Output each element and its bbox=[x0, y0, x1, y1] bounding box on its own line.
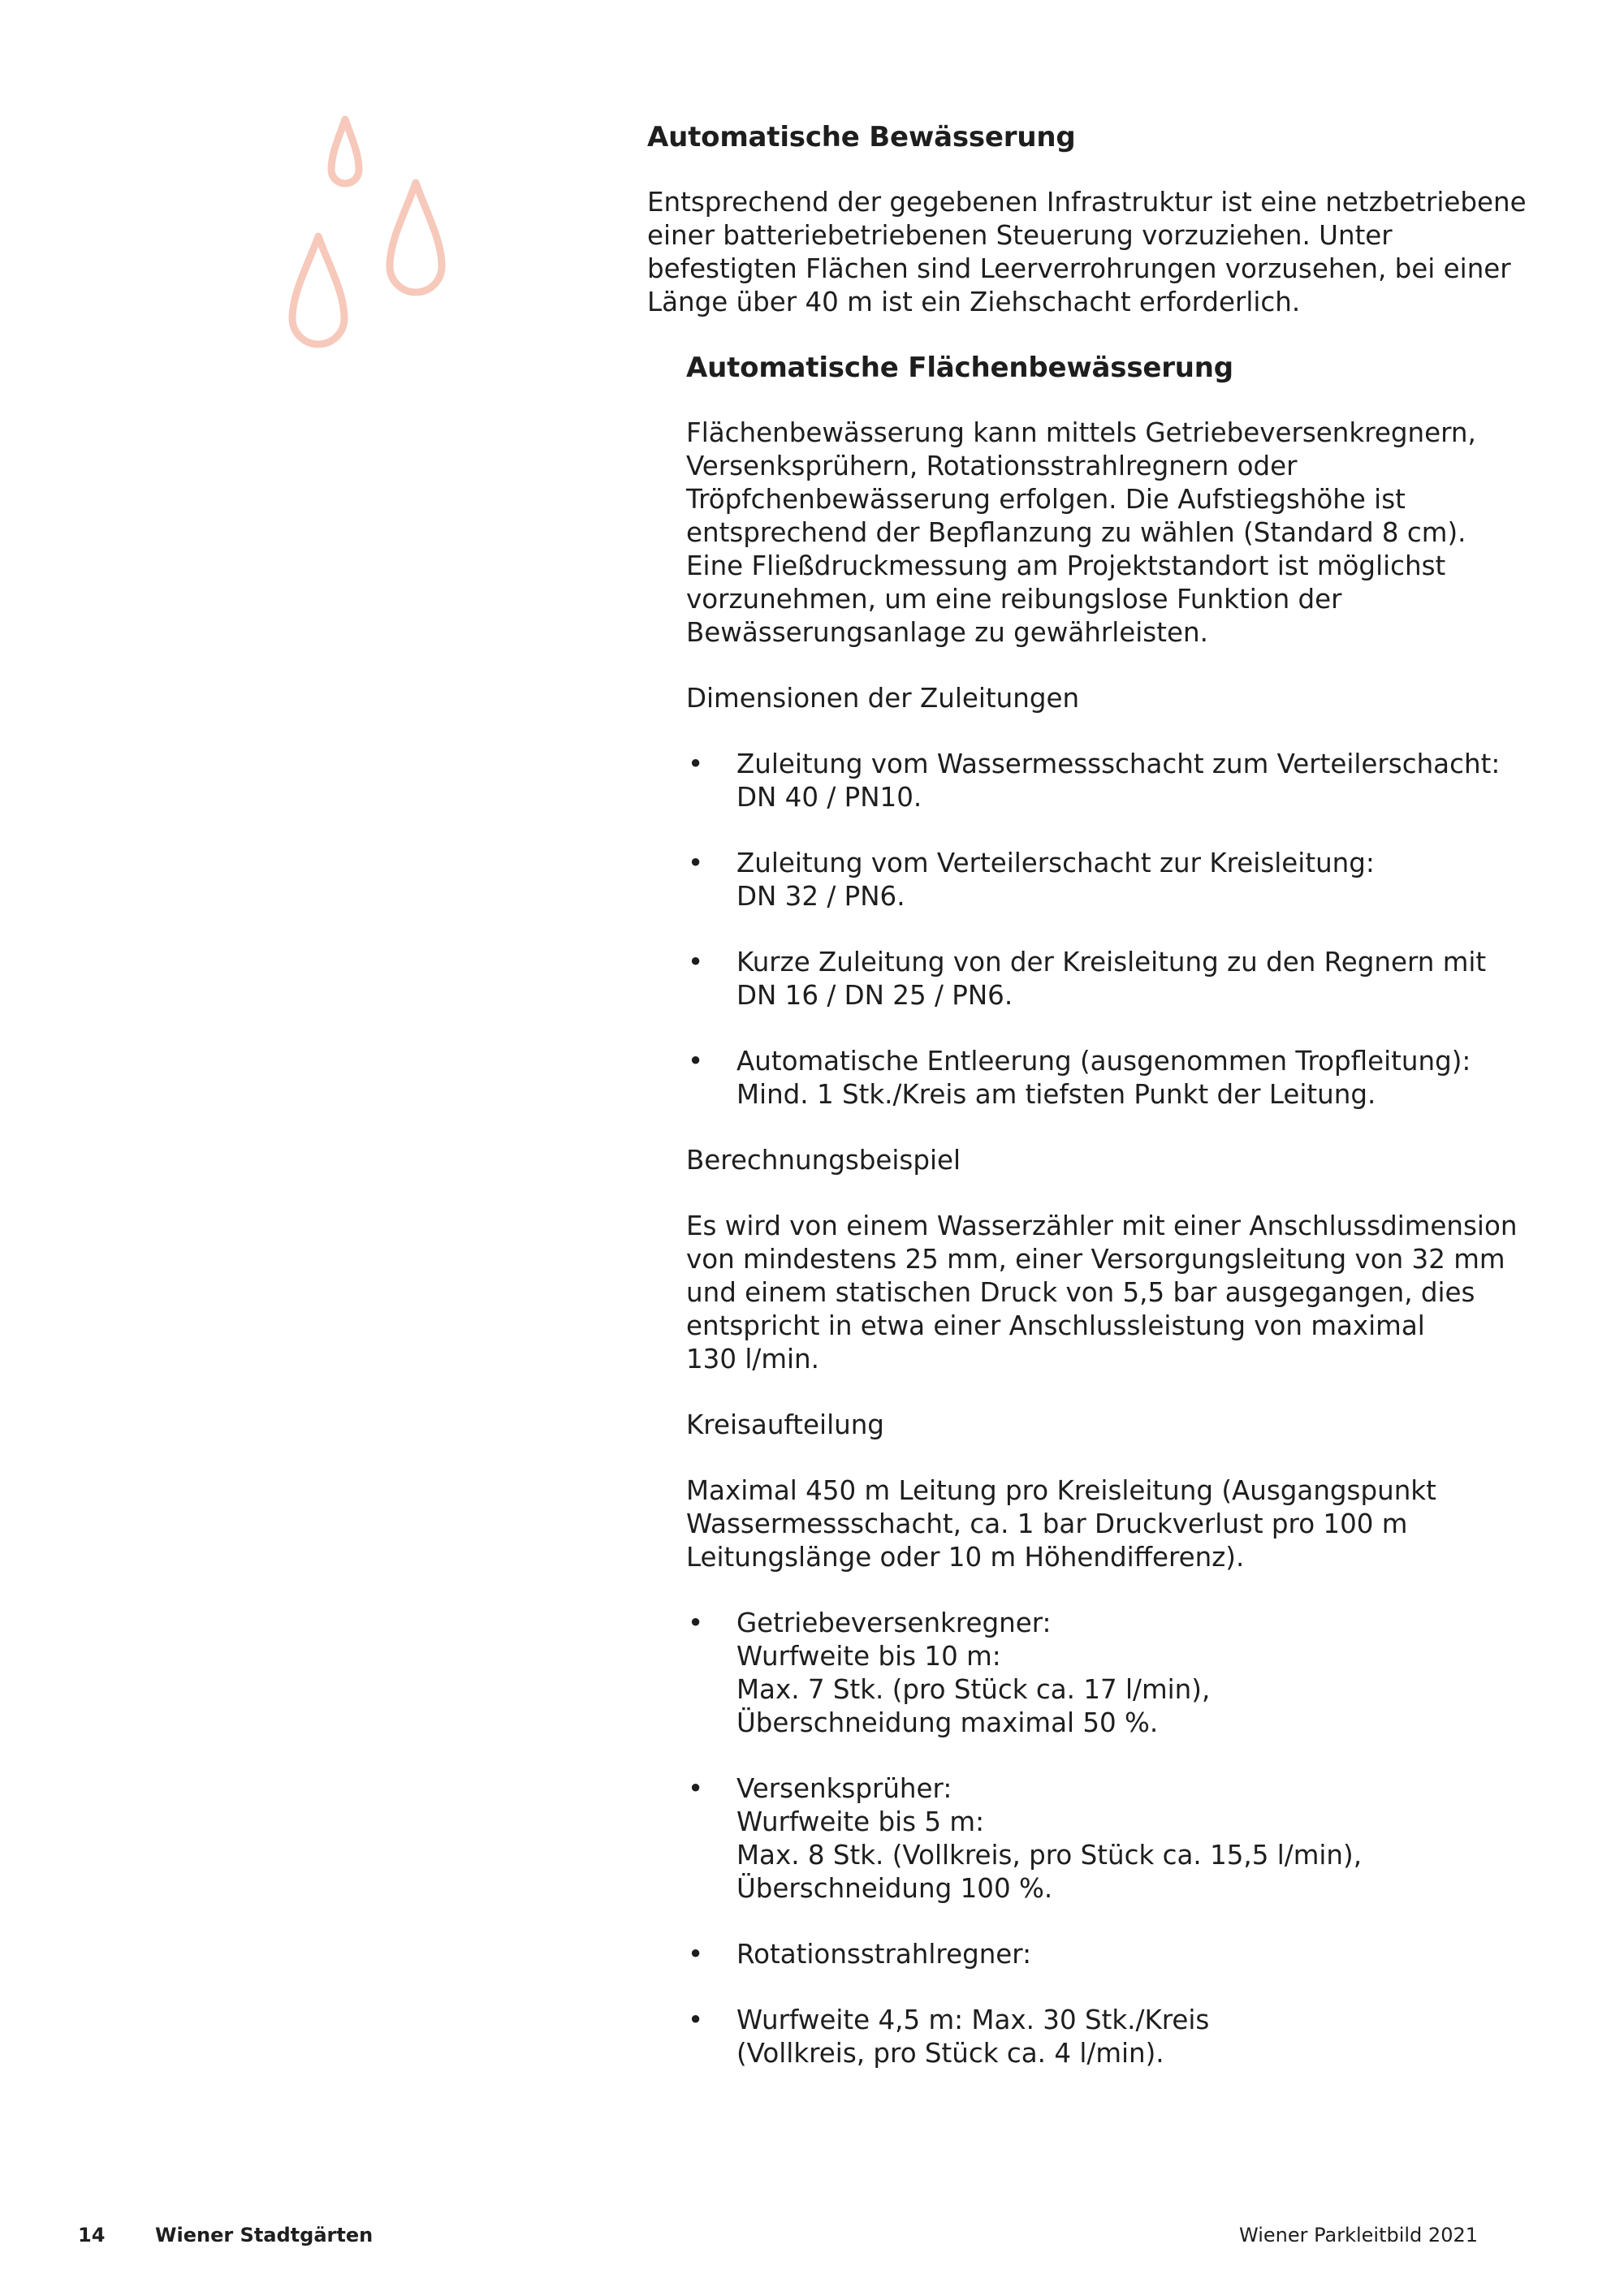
dimensions-list bbox=[686, 748, 1532, 1111]
page-number: 14 bbox=[78, 2224, 106, 2246]
irrigation-paragraph: Flächenbewässerung kann mittels Getriebeversenkregnern, Versenksprühern, Rotationsstrahlregnern oder Tröpfchenbewässerung erfolgen. Die Aufstiegshöhe ist entsprechend der Bepflanzung zu wählen (Standard 8 cm). Eine Fließdruckmessung am Projektstandort ist möglichst vorzunehmen, um eine reibungslose Funktion der Bewässerungsanlage zu gewährleisten. bbox=[686, 417, 1476, 648]
bullet-icon: • bbox=[688, 848, 704, 878]
subsection bbox=[686, 351, 1532, 2070]
medium-drop-icon bbox=[292, 236, 344, 344]
list-item: • Getriebeversenkregner: Wurfweite bis 10 m: Max. 7 Stk. (pro Stück ca. 17 l/min), Überschneidung maximal 50 %. bbox=[688, 1608, 1211, 1738]
bullet-icon: • bbox=[688, 2005, 704, 2035]
main-content bbox=[647, 120, 1532, 2103]
water-drops-icon bbox=[276, 110, 463, 361]
bullet-icon: • bbox=[688, 947, 704, 978]
list-item: • Kurze Zuleitung von der Kreisleitung zu den Regnern mit DN 16 / DN 25 / PN6. bbox=[688, 947, 1487, 1011]
list-item: • Zuleitung vom Verteilerschacht zur Kreisleitung: DN 32 / PN6. bbox=[688, 848, 1375, 912]
list-item: • Zuleitung vom Wassermessschacht zum Verteilerschacht: DN 40 / PN10. bbox=[688, 749, 1501, 813]
circuit-paragraph: Maximal 450 m Leitung pro Kreisleitung (Ausgangspunkt Wassermessschacht, ca. 1 bar Druckverlust pro 100 m Leitungslänge oder 10 m Höhendifferenz). bbox=[686, 1475, 1436, 1573]
intro-paragraph: Entsprechend der gegebenen Infrastruktur ist eine netzbetriebene einer batteriebetriebenen Steuerung vorzuziehen. Unter befestigten Flächen sind Leerverrohrungen vorzusehen, bei einer Länge über 40 m ist ein Ziehschacht erforderlich. bbox=[647, 187, 1527, 317]
bullet-icon: • bbox=[688, 1773, 704, 1804]
list-item: • Rotationsstrahlregner: bbox=[688, 1939, 1032, 1970]
list-item: • Wurfweite 4,5 m: Max. 30 Stk./Kreis (Vollkreis, pro Stück ca. 4 l/min). bbox=[688, 2005, 1210, 2069]
circuit-label: Kreisaufteilung bbox=[686, 1409, 884, 1440]
list-item: • Versenksprüher: Wurfweite bis 5 m: Max. 8 Stk. (Vollkreis, pro Stück ca. 15,5 l/min), Überschneidung 100 %. bbox=[688, 1773, 1363, 1904]
bullet-icon: • bbox=[688, 1608, 704, 1638]
example-label: Berechnungsbeispiel bbox=[686, 1145, 961, 1176]
example-paragraph: Es wird von einem Wasserzähler mit einer Anschlussdimension von mindestens 25 mm, einer Versorgungsleitung von 32 mm und einem statischen Druck von 5,5 bar ausgegangen, dies entspricht in etwa einer Anschlussleistung von maximal 130 l/min. bbox=[686, 1211, 1518, 1375]
bullet-icon: • bbox=[688, 749, 704, 779]
small-drop-icon bbox=[331, 119, 359, 183]
subsection-title: Automatische Flächenbewässerung bbox=[686, 352, 1233, 384]
section-title: Automatische Bewässerung bbox=[647, 121, 1076, 153]
circuit-list bbox=[686, 1607, 1532, 2070]
list-item: • Automatische Entleerung (ausgenommen Tropfleitung): Mind. 1 Stk./Kreis am tiefsten Punkt der Leitung. bbox=[688, 1046, 1471, 1110]
large-drop-icon bbox=[390, 183, 442, 292]
bullet-icon: • bbox=[688, 1046, 704, 1077]
footer-document-title: Wiener Parkleitbild 2021 bbox=[1239, 2224, 1478, 2246]
footer-publisher: Wiener Stadtgärten bbox=[155, 2224, 374, 2246]
dimensions-label: Dimensionen der Zuleitungen bbox=[686, 683, 1080, 714]
bullet-icon: • bbox=[688, 1939, 704, 1970]
